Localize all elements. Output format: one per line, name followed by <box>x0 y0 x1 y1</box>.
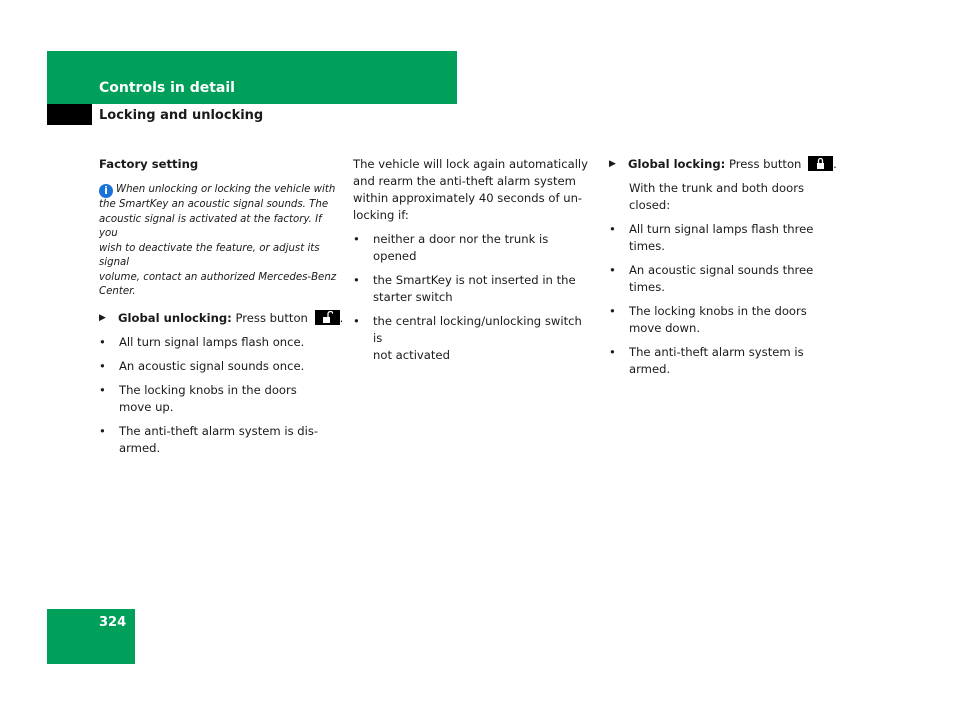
unlocking-results-list <box>99 334 339 457</box>
column-2 <box>353 156 593 371</box>
chapter-tab <box>47 104 92 125</box>
unlock-icon <box>315 310 340 325</box>
column-3 <box>609 156 841 385</box>
column-1 <box>99 156 344 464</box>
list-item: • neither a door nor the trunk is opened <box>353 231 593 265</box>
info-line: When unlocking or locking the vehicle with <box>116 184 336 195</box>
list-item: • All turn signal lamps flash three times. <box>609 221 841 255</box>
step-label: Global unlocking: <box>118 310 232 325</box>
factory-setting-heading: Factory setting <box>99 157 199 171</box>
list-item: • An acoustic signal sounds three times. <box>609 262 841 296</box>
list-item: • An acoustic signal sounds once. <box>99 358 339 375</box>
list-item: • All turn signal lamps flash once. <box>99 334 339 351</box>
subsection-title: Locking and unlocking <box>99 108 264 123</box>
locking-condition: With the trunk and both doors closed: <box>629 181 805 212</box>
list-item: • the SmartKey is not inserted in the starter switch <box>353 272 593 306</box>
info-line: Center. <box>99 286 136 297</box>
list-item: • The locking knobs in the doors move up. <box>99 382 339 416</box>
relock-conditions-list <box>353 231 593 364</box>
info-line: acoustic signal is activated at the factory. If you <box>99 213 322 239</box>
global-locking-step <box>609 156 841 173</box>
list-item: • The anti-theft alarm system is armed. <box>609 344 841 378</box>
header-band <box>47 51 457 104</box>
step-arrow-icon: ▶ <box>609 159 616 169</box>
lock-icon <box>808 156 833 171</box>
info-line: volume, contact an authorized Mercedes-Benz <box>99 271 337 283</box>
step-arrow-icon: ▶ <box>99 312 106 323</box>
step-text: Press button <box>235 310 308 325</box>
step-label: Global locking: <box>628 157 726 171</box>
list-item: • The locking knobs in the doors move down. <box>609 303 841 337</box>
page-number: 324 <box>99 615 127 630</box>
list-item: • the central locking/unlocking switch is not activated <box>353 313 593 364</box>
step-text: Press button <box>728 157 802 171</box>
section-title: Controls in detail <box>99 80 235 96</box>
info-line: the SmartKey an acoustic signal sounds. The <box>99 199 329 210</box>
relock-intro: The vehicle will lock again automatically and rearm the anti-theft alarm system within approximately 40 seconds of un- locking if: <box>353 157 589 222</box>
step-end: . <box>339 310 344 325</box>
locking-results-list <box>609 221 841 378</box>
list-item: • The anti-theft alarm system is dis- armed. <box>99 423 339 457</box>
info-note <box>99 183 339 300</box>
info-line: wish to deactivate the feature, or adjust its signal <box>99 242 320 268</box>
global-unlocking-step <box>99 310 344 327</box>
info-icon: i <box>99 184 113 198</box>
step-end: . <box>833 157 837 171</box>
